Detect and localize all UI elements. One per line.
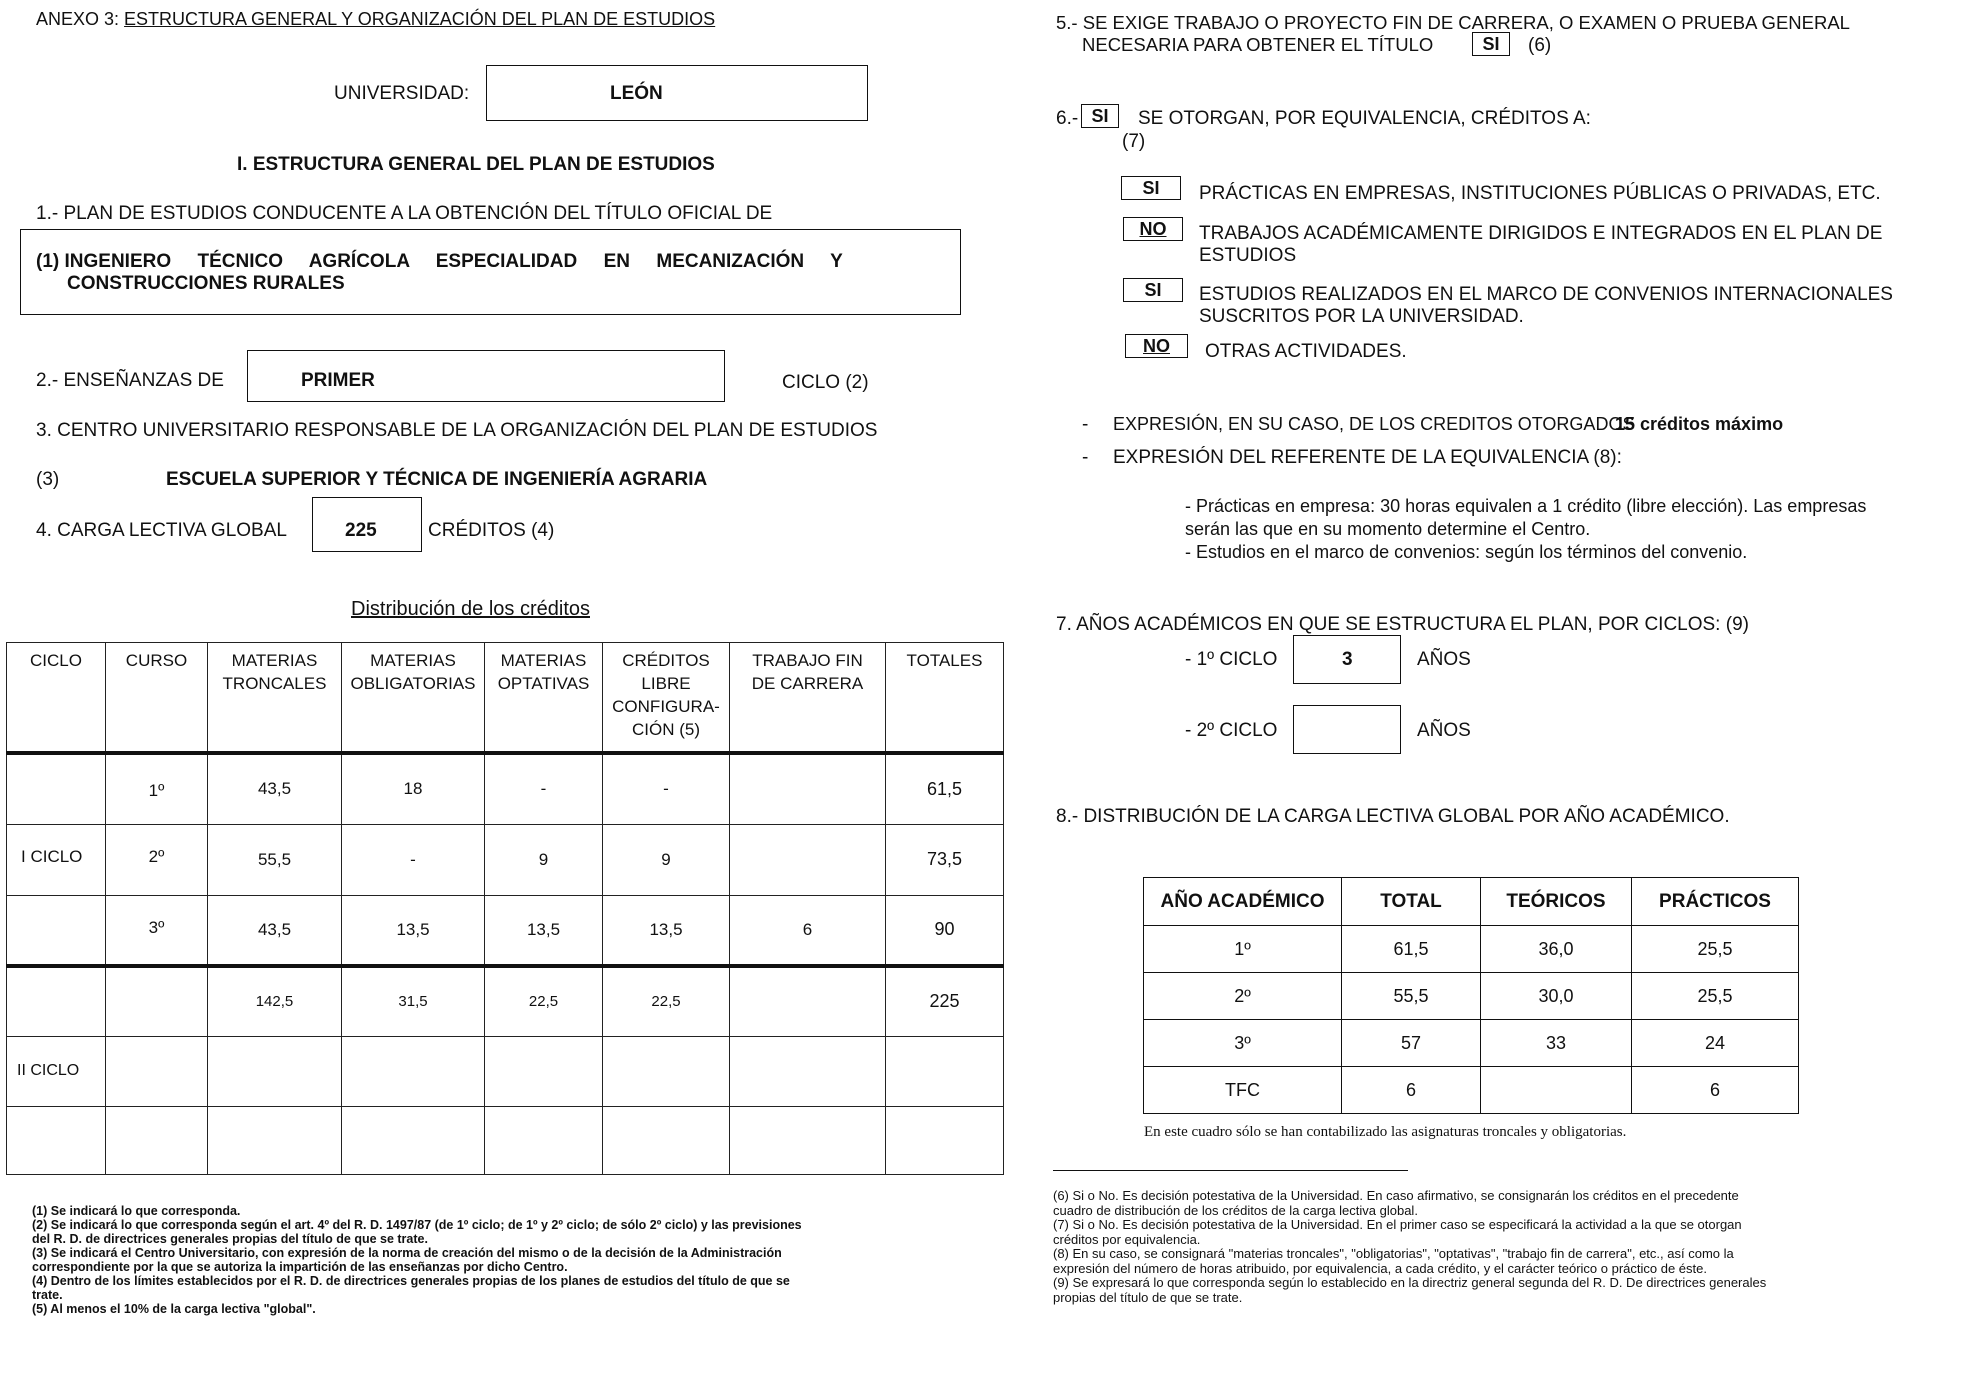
cell-ciclo	[7, 753, 106, 824]
item6-note: (7)	[1122, 131, 1146, 152]
cell-total: 61,5	[886, 753, 1004, 824]
header-optativas: MATERIAS OPTATIVAS	[485, 643, 603, 754]
item3-note: (3)	[36, 469, 60, 490]
cell-troncales: 55,5	[208, 824, 342, 895]
equiv-line3: - Estudios en el marco de convenios: según los términos del convenio.	[1185, 542, 1748, 562]
credits-value: 225	[345, 520, 377, 541]
cell-ciclo: I CICLO	[7, 824, 106, 895]
ciclo2-unit: AÑOS	[1417, 720, 1471, 741]
footnote-3: (3) Se indicará el Centro Universitario, con expresión de la norma de creación del mismo o de la decisión de la Administración	[32, 1246, 782, 1260]
cell-curso: 3º	[106, 895, 208, 966]
item5-checkbox: SI	[1472, 32, 1510, 56]
footnote-2-cont: del R. D. de directrices generales propias del título de que se trate.	[32, 1232, 428, 1246]
year-distribution-table	[1143, 877, 1799, 1114]
footnote-2: (2) Se indicará lo que corresponda según el art. 4º del R. D. 1497/87 (de 1º ciclo; de 1º y 2º ciclo; de sólo 2º ciclo) y las previsiones	[32, 1218, 802, 1232]
header-obligatorias: MATERIAS OBLIGATORIAS	[342, 643, 485, 754]
cell-optativas: 9	[485, 824, 603, 895]
year-table-row: 2º 55,5 30,0 25,5	[1144, 973, 1799, 1020]
item8-label: 8.- DISTRIBUCIÓN DE LA CARGA LECTIVA GLOBAL POR AÑO ACADÉMICO.	[1056, 806, 1730, 827]
footnote-3-cont: correspondiente por la que se autoriza la impartición de las enseñanzas por dicho Centro.	[32, 1260, 568, 1274]
cell-libre: -	[603, 753, 730, 824]
bullet-1: -	[1082, 414, 1089, 435]
cell-troncales: 142,5	[208, 966, 342, 1036]
cell-optativas: -	[485, 753, 603, 824]
annex-heading	[36, 9, 715, 30]
year-table-row: 3º 57 33 24	[1144, 1020, 1799, 1067]
right-footnotes	[1053, 1189, 1978, 1305]
cell-trabajo	[730, 966, 886, 1036]
footnote-9: (9) Se expresará lo que corresponda según lo establecido en la directriz general segunda del R. D. De directrices generales	[1053, 1275, 1767, 1290]
table-row	[7, 753, 1004, 824]
table-row	[7, 1036, 1004, 1106]
header-total: TOTAL	[1342, 878, 1481, 926]
item2-suffix: CICLO (2)	[782, 372, 869, 393]
option-practicas-label: PRÁCTICAS EN EMPRESAS, INSTITUCIONES PÚBLICAS O PRIVADAS, ETC.	[1199, 183, 1881, 204]
table-row	[7, 1106, 1004, 1174]
expr1-label: EXPRESIÓN, EN SU CASO, DE LOS CREDITOS OTORGADOS	[1113, 414, 1635, 434]
cell-troncales: 43,5	[208, 753, 342, 824]
cell-obligatorias: 13,5	[342, 895, 485, 966]
university-field	[486, 65, 868, 121]
cell-libre: 22,5	[603, 966, 730, 1036]
cell-ciclo	[7, 895, 106, 966]
table-totals-row	[7, 966, 1004, 1036]
cell-total: 90	[886, 895, 1004, 966]
table-header-row	[7, 643, 1004, 754]
cell-trabajo	[730, 824, 886, 895]
item4-label: 4. CARGA LECTIVA GLOBAL	[36, 520, 287, 541]
cycle-value: PRIMER	[301, 370, 375, 391]
option-convenios-label: ESTUDIOS REALIZADOS EN EL MARCO DE CONVENIOS INTERNACIONALES	[1199, 284, 1893, 305]
ciclo1-label: - 1º CICLO	[1185, 649, 1278, 670]
footnote-6-cont: cuadro de distribución de los créditos de la carga lectiva global.	[1053, 1202, 1418, 1218]
year-table-row: 1º 61,5 36,0 25,5	[1144, 926, 1799, 973]
footnote-divider	[1053, 1170, 1408, 1171]
footnote-6: (6) Si o No. Es decisión potestativa de la Universidad. En caso afirmativo, se consignarán los créditos en el precedente	[1053, 1188, 1739, 1203]
expr1-value: 15 créditos máximo	[1615, 414, 1784, 434]
year-table-note: En este cuadro sólo se han contabilizado las asignaturas troncales y obligatorias.	[1144, 1124, 1627, 1140]
header-libre-configuracion: CRÉDITOS LIBRE CONFIGURA- CIÓN (5)	[603, 643, 730, 754]
item5-note: (6)	[1528, 35, 1552, 56]
section-title: I. ESTRUCTURA GENERAL DEL PLAN DE ESTUDIOS	[237, 154, 715, 175]
item6-prefix: 6.-	[1056, 108, 1079, 129]
header-totales: TOTALES	[886, 643, 1004, 754]
table-row	[7, 824, 1004, 895]
credits-table	[6, 642, 1004, 1175]
cell-libre: 9	[603, 824, 730, 895]
cell-optativas: 13,5	[485, 895, 603, 966]
header-ano: AÑO ACADÉMICO	[1144, 878, 1342, 926]
footnote-7: (7) Si o No. Es decisión potestativa de la Universidad. En el primer caso se especificará la actividad a la que se otorgan	[1053, 1217, 1742, 1232]
option-convenios-label-cont: SUSCRITOS POR LA UNIVERSIDAD.	[1199, 306, 1524, 327]
table-row	[7, 895, 1004, 966]
cell-curso: 2º	[106, 824, 208, 895]
cell-curso: 1º	[106, 753, 208, 824]
option-trabajos-label: TRABAJOS ACADÉMICAMENTE DIRIGIDOS E INTEGRADOS EN EL PLAN DE	[1199, 223, 1883, 244]
university-label: UNIVERSIDAD:	[334, 83, 470, 104]
table-title: Distribución de los créditos	[351, 598, 590, 620]
header-teoricos: TEÓRICOS	[1481, 878, 1632, 926]
cell-total: 73,5	[886, 824, 1004, 895]
cell-ciclo: II CICLO	[7, 1036, 106, 1106]
cell-obligatorias: -	[342, 824, 485, 895]
option-otras-label: OTRAS ACTIVIDADES.	[1205, 341, 1407, 362]
item6-text: SE OTORGAN, POR EQUIVALENCIA, CRÉDITOS A:	[1138, 108, 1591, 129]
left-footnotes	[32, 1204, 992, 1316]
item2-label: 2.- ENSEÑANZAS DE	[36, 370, 224, 391]
university-value: LEÓN	[610, 83, 663, 104]
footnote-1: (1) Se indicará lo que corresponda.	[32, 1204, 241, 1218]
item4-suffix: CRÉDITOS (4)	[428, 520, 555, 541]
degree-title-line2: CONSTRUCCIONES RURALES	[67, 273, 345, 294]
equiv-line2: serán las que en su momento determine el Centro.	[1185, 519, 1591, 539]
item1-label: 1.- PLAN DE ESTUDIOS CONDUCENTE A LA OBTENCIÓN DEL TÍTULO OFICIAL DE	[36, 203, 773, 224]
expr2-label: EXPRESIÓN DEL REFERENTE DE LA EQUIVALENCIA (8):	[1113, 447, 1622, 468]
item5-line2: NECESARIA PARA OBTENER EL TÍTULO	[1082, 34, 1434, 55]
option-trabajos-checkbox: NO	[1123, 217, 1183, 241]
cell-ciclo	[7, 966, 106, 1036]
header-ciclo: CICLO	[7, 643, 106, 754]
option-trabajos-label-cont: ESTUDIOS	[1199, 245, 1297, 266]
item3-label: 3. CENTRO UNIVERSITARIO RESPONSABLE DE LA ORGANIZACIÓN DEL PLAN DE ESTUDIOS	[36, 420, 878, 441]
cell-curso	[106, 966, 208, 1036]
degree-title-line1: (1) INGENIERO TÉCNICO AGRÍCOLA ESPECIALIDAD EN MECANIZACIÓN Y	[36, 251, 843, 272]
cell-libre: 13,5	[603, 895, 730, 966]
header-troncales: MATERIAS TRONCALES	[208, 643, 342, 754]
cell-trabajo: 6	[730, 895, 886, 966]
bullet-2: -	[1082, 447, 1089, 468]
footnote-5: (5) Al menos el 10% de la carga lectiva "global".	[32, 1302, 316, 1316]
center-value: ESCUELA SUPERIOR Y TÉCNICA DE INGENIERÍA AGRARIA	[166, 469, 708, 490]
option-convenios-checkbox: SI	[1123, 278, 1183, 302]
option-otras-checkbox: NO	[1125, 334, 1188, 358]
item5-line1: 5.- SE EXIGE TRABAJO O PROYECTO FIN DE CARRERA, O EXAMEN O PRUEBA GENERAL	[1056, 12, 1850, 33]
equiv-line1: - Prácticas en empresa: 30 horas equivalen a 1 crédito (libre elección). Las empresas	[1185, 496, 1867, 516]
cell-obligatorias: 31,5	[342, 966, 485, 1036]
cell-troncales: 43,5	[208, 895, 342, 966]
cell-obligatorias: 18	[342, 753, 485, 824]
footnote-7-cont: créditos por equivalencia.	[1053, 1231, 1201, 1247]
ciclo2-field	[1293, 705, 1401, 754]
annex-title: ESTRUCTURA GENERAL Y ORGANIZACIÓN DEL PLAN DE ESTUDIOS	[124, 9, 716, 29]
ciclo1-unit: AÑOS	[1417, 649, 1471, 670]
footnote-4: (4) Dentro de los límites establecidos por el R. D. de directrices generales propias de los planes de estudios del título de que se	[32, 1274, 790, 1288]
option-practicas-checkbox: SI	[1121, 176, 1181, 200]
cell-optativas: 22,5	[485, 966, 603, 1036]
header-practicos: PRÁCTICOS	[1632, 878, 1799, 926]
footnote-8: (8) En su caso, se consignará "materias troncales", "obligatorias", "optativas", "trabajo fin de carrera", etc., así como la	[1053, 1246, 1734, 1261]
footnote-9-cont: propias del título de que se trate.	[1053, 1289, 1243, 1305]
cell-grand-total: 225	[886, 966, 1004, 1036]
header-curso: CURSO	[106, 643, 208, 754]
year-table-row: TFC 6 6	[1144, 1067, 1799, 1114]
item7-label: 7. AÑOS ACADÉMICOS EN QUE SE ESTRUCTURA EL PLAN, POR CICLOS: (9)	[1056, 614, 1749, 635]
footnote-4-cont: trate.	[32, 1288, 63, 1302]
year-table-header	[1144, 878, 1799, 926]
ciclo1-value: 3	[1342, 649, 1353, 670]
header-trabajo-fin: TRABAJO FIN DE CARRERA	[730, 643, 886, 754]
footnote-8-cont: expresión del número de horas atribuido, por equivalencia, a cada crédito, y el carácter teórico o práctico de éste.	[1053, 1260, 1707, 1276]
annex-prefix: ANEXO 3:	[36, 9, 120, 29]
ciclo2-label: - 2º CICLO	[1185, 720, 1278, 741]
cell-trabajo	[730, 753, 886, 824]
item6-checkbox: SI	[1081, 104, 1119, 128]
